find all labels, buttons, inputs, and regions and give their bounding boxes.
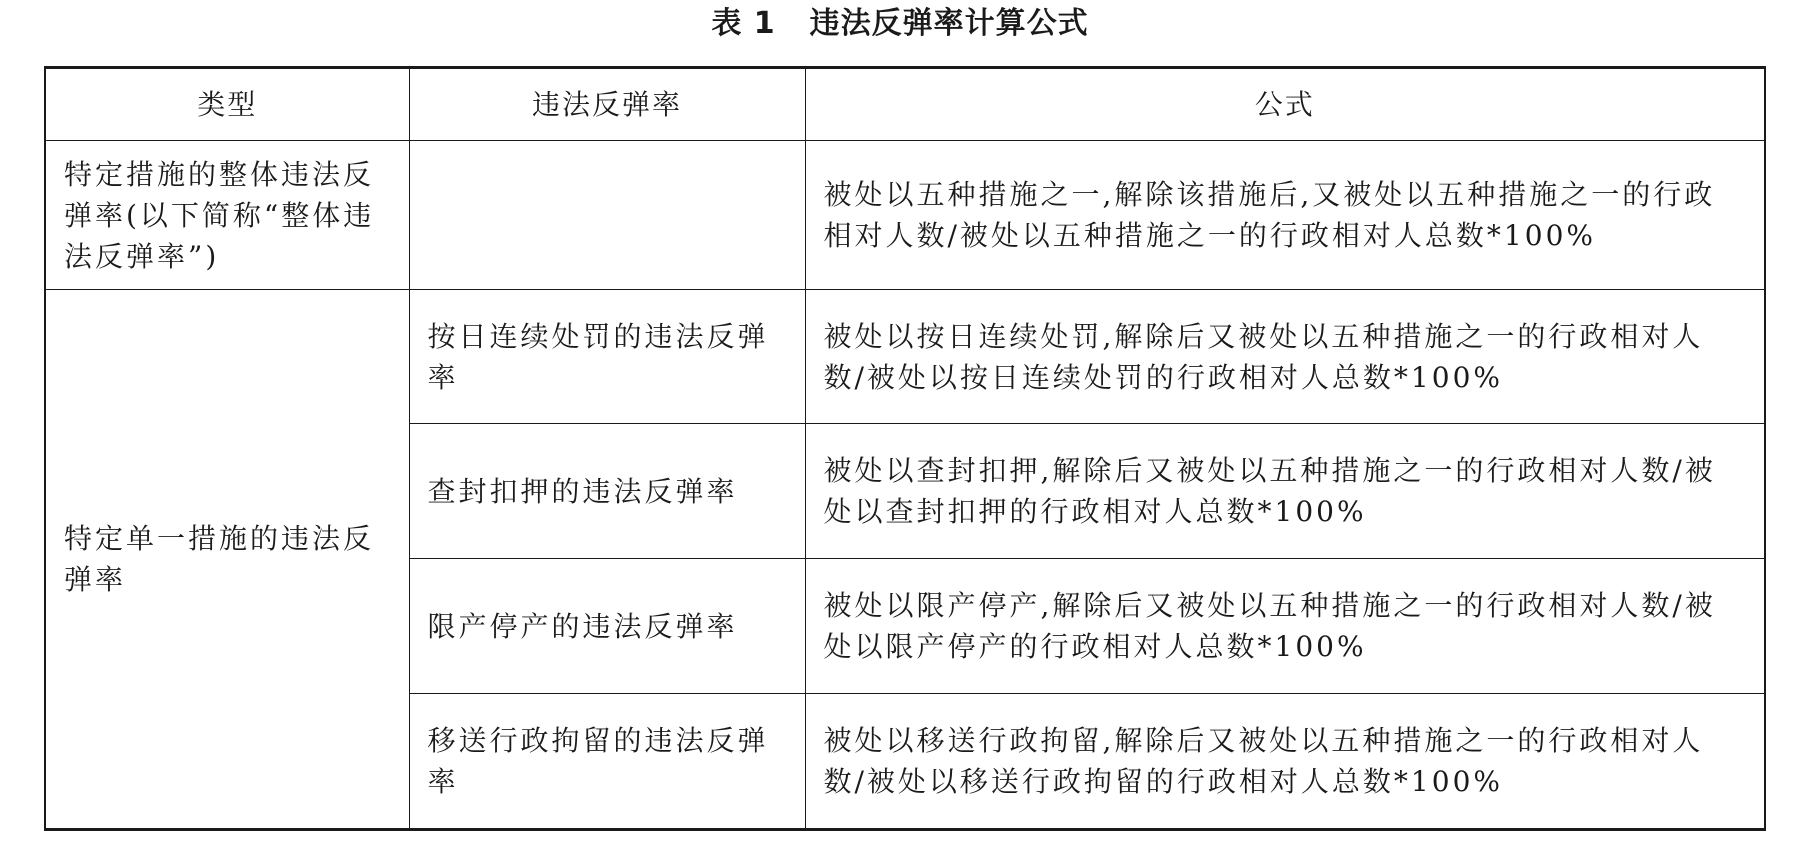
- header-formula: 公式: [805, 68, 1765, 141]
- rate-cell: 按日连续处罚的违法反弹率: [409, 290, 805, 424]
- rate-cell: 移送行政拘留的违法反弹率: [409, 694, 805, 830]
- rate-cell: 限产停产的违法反弹率: [409, 559, 805, 694]
- rate-cell: 查封扣押的违法反弹率: [409, 424, 805, 559]
- formula-cell: 被处以五种措施之一,解除该措施后,又被处以五种措施之一的行政相对人数/被处以五种措施之一的行政相对人总数*100%: [805, 141, 1765, 290]
- table-caption: [0, 4, 1800, 44]
- formula-cell: 被处以查封扣押,解除后又被处以五种措施之一的行政相对人数/被处以查封扣押的行政相对人总数*100%: [805, 424, 1765, 559]
- type-cell-overall: 特定措施的整体违法反弹率(以下简称“整体违法反弹率”): [45, 141, 409, 290]
- formula-table: [44, 66, 1766, 831]
- formula-cell: 被处以限产停产,解除后又被处以五种措施之一的行政相对人数/被处以限产停产的行政相对人总数*100%: [805, 559, 1765, 694]
- formula-cell: 被处以移送行政拘留,解除后又被处以五种措施之一的行政相对人数/被处以移送行政拘留的行政相对人总数*100%: [805, 694, 1765, 830]
- type-cell-single: 特定单一措施的违法反弹率: [45, 290, 409, 830]
- table-title: 违法反弹率计算公式: [809, 6, 1089, 41]
- rate-cell-empty: [409, 141, 805, 290]
- header-rate: 违法反弹率: [409, 68, 805, 141]
- table-number: 表 1: [711, 6, 776, 41]
- formula-cell: 被处以按日连续处罚,解除后又被处以五种措施之一的行政相对人数/被处以按日连续处罚的行政相对人总数*100%: [805, 290, 1765, 424]
- table-row: [45, 290, 1765, 424]
- table-row: [45, 141, 1765, 290]
- header-type: 类型: [45, 68, 409, 141]
- header-row: [45, 68, 1765, 141]
